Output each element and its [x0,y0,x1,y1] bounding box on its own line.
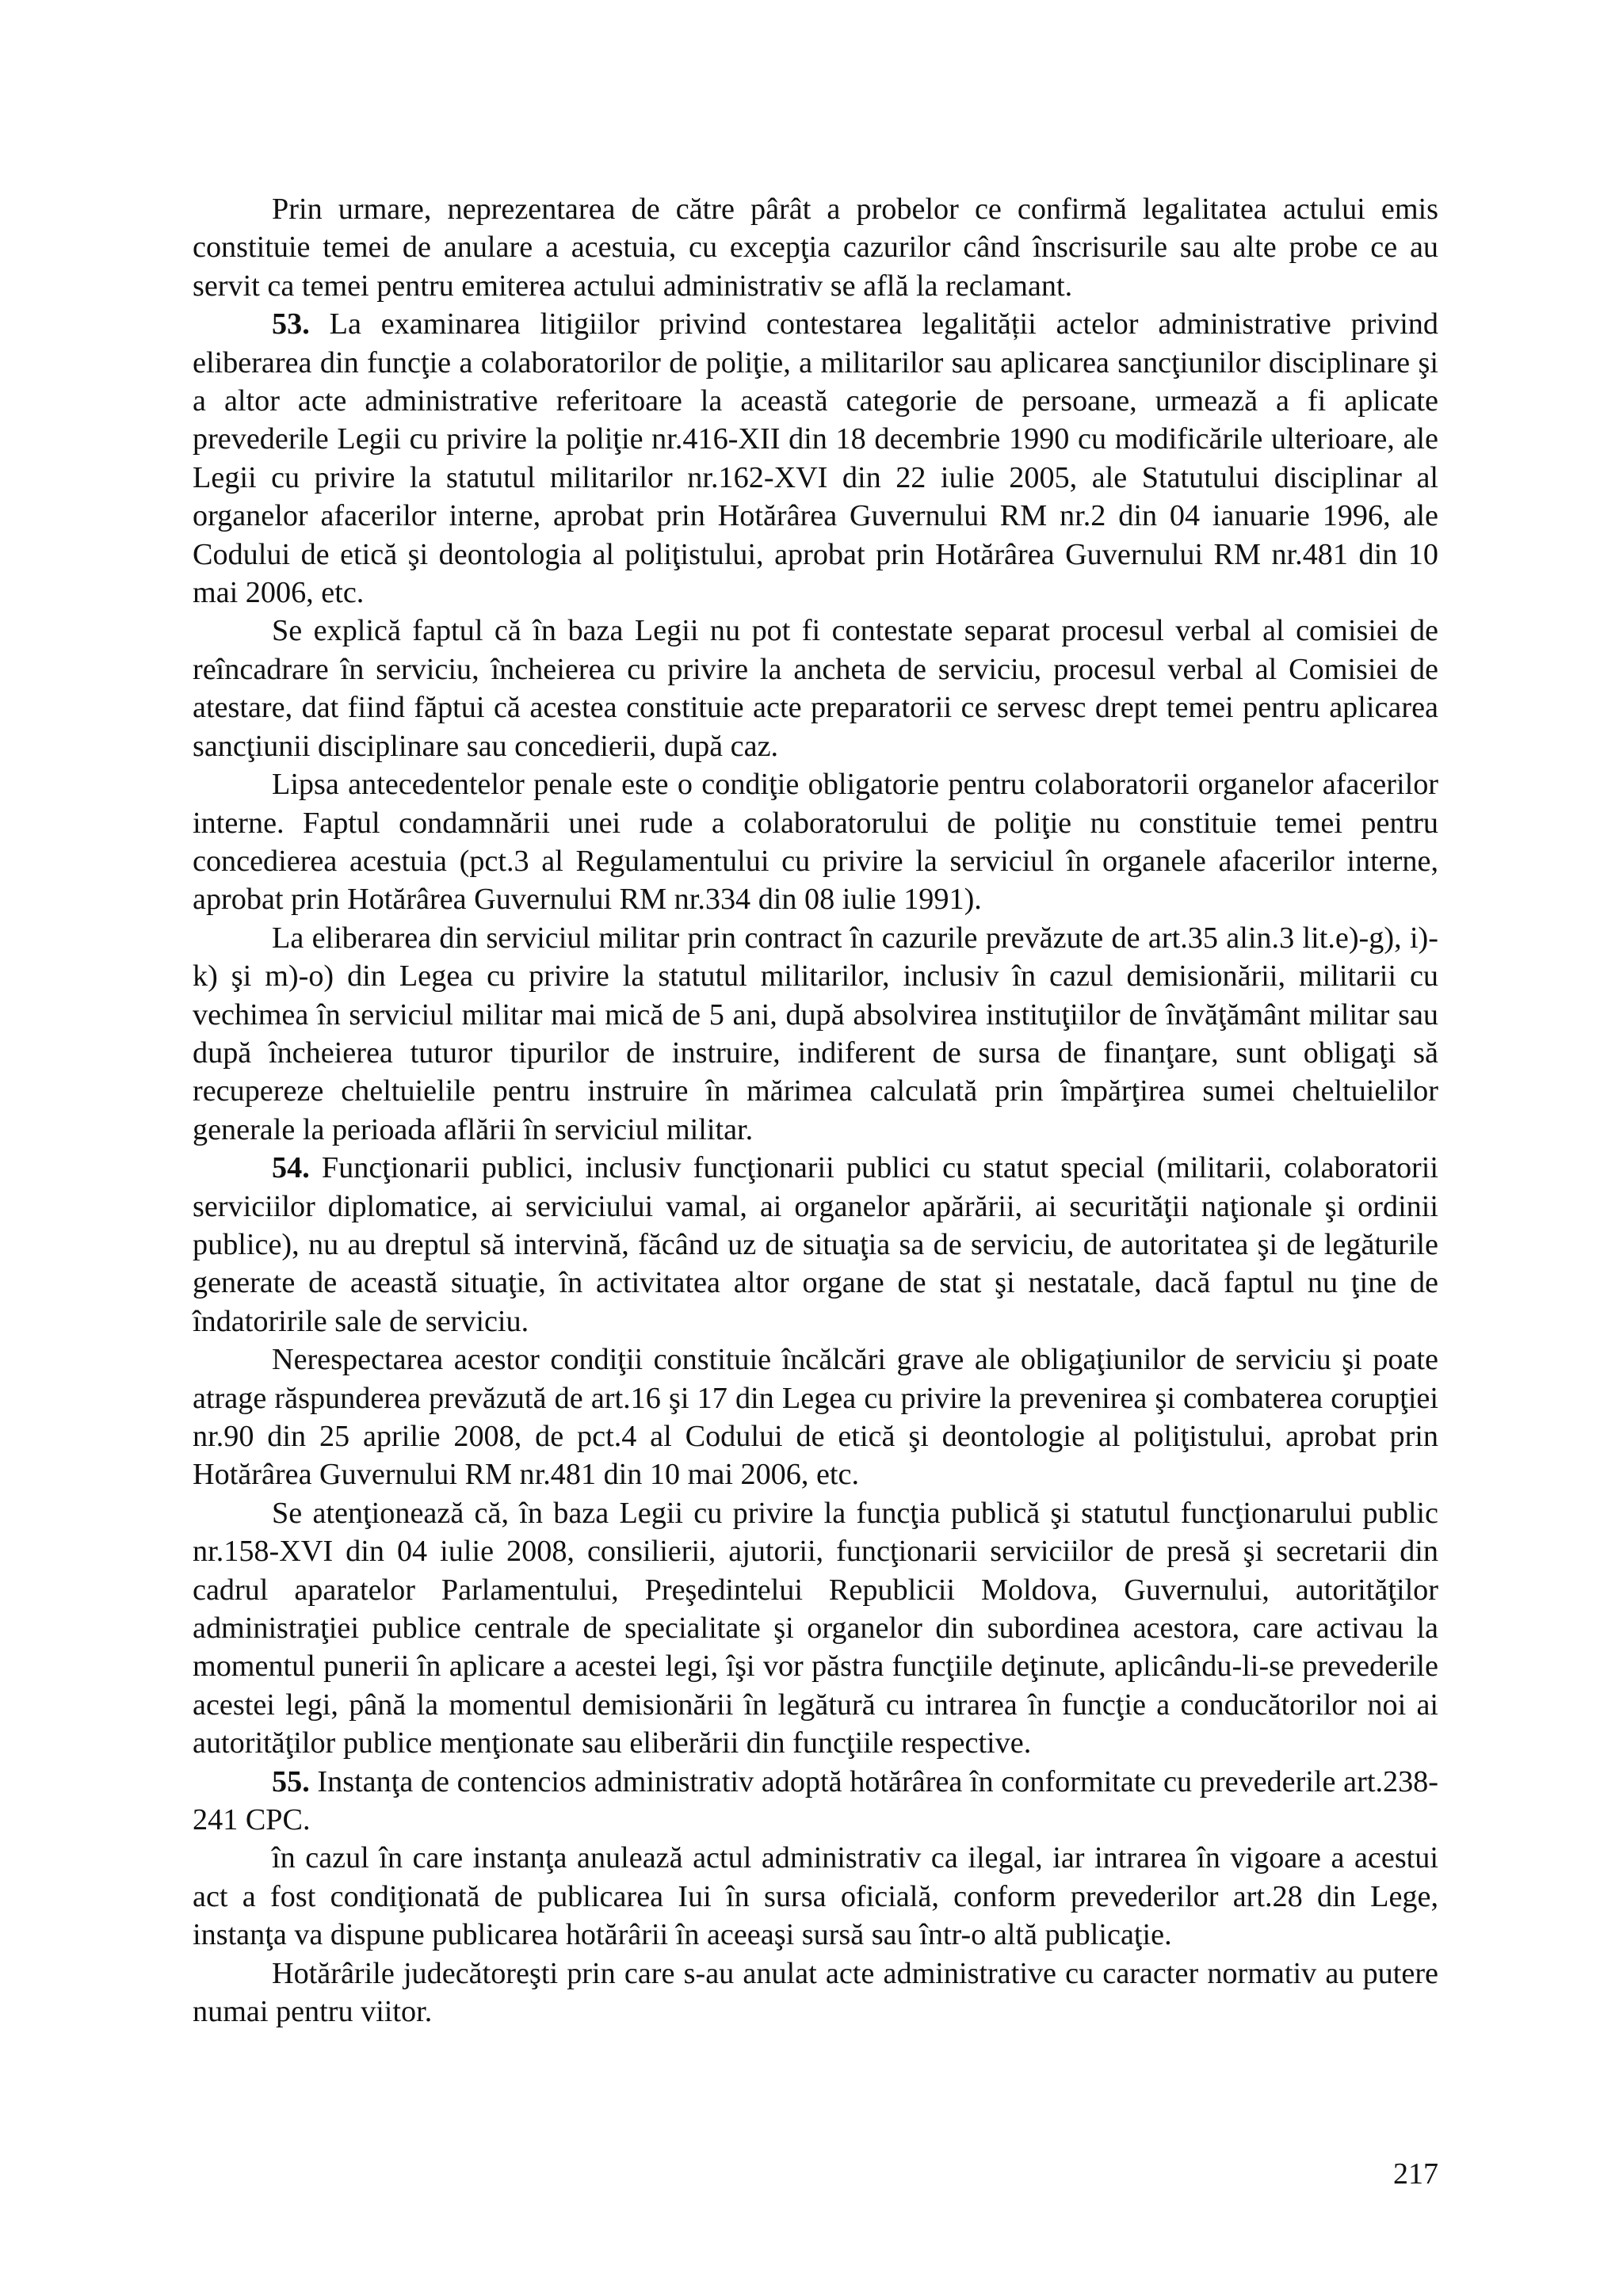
paragraph-10 [193,1839,1438,1954]
paragraph-53 [193,305,1438,612]
paragraph-5 [193,919,1438,1149]
paragraph-text: Se atenţionează că, în baza Legii cu privire la funcţia publică şi statutul funcţionarului public nr.158-XVI din 04 iulie 2008, consilierii, ajutorii, funcţionarii serviciilor de presă şi secretarii din cadrul aparatelor Parlamentului, Preşedintelui Republicii Moldova, Guvernului, autorităţilor administraţiei publice centrale de specialitate şi organelor din subordinea acestora, care activau la momentul punerii în aplicare a acestei legi, îşi vor păstra funcţiile deţinute, aplicându-li-se prevederile acestei legi, până la momentul demisionării în legătură cu intrarea în funcţie a conducătorilor noi ai autorităţilor publice menţionate sau eliberării din funcţiile respective. [193,1496,1438,1760]
paragraph-54 [193,1149,1438,1341]
paragraph-text: Funcţionarii publici, inclusiv funcţionarii publici cu statut special (militarii, colaboratorii serviciilor diplomatice, ai serviciului vamal, ai organelor apărării, ai securităţii naţionale şi ordinii publice), nu au dreptul să intervină, făcând uz de situaţia sa de serviciu, de autoritatea şi de legăturile generate de această situaţie, în activitatea altor organe de stat şi nestatale, dacă faptul nu ţine de îndatoririle sale de serviciu. [193,1151,1438,1338]
paragraph-text: Lipsa antecedentelor penale este o condiţie obligatorie pentru colaboratorii organelor afacerilor interne. Faptul condamnării unei rude a colaboratorului de poliţie nu constituie temei pentru concedierea acestuia (pct.3 al Regulamentului cu privire la serviciul în organele afacerilor interne, aprobat prin Hotărârea Guvernului RM nr.334 din 08 iulie 1991). [193,768,1438,917]
paragraph-text: Nerespectarea acestor condiţii constituie încălcări grave ale obligaţiunilor de serviciu şi poate atrage răspunderea prevăzută de art.16 şi 17 din Legea cu privire la prevenirea şi combaterea corupţiei nr.90 din 25 aprilie 2008, de pct.4 al Codului de etică şi deontologie al poliţistului, aprobat prin Hotărârea Guvernului RM nr.481 din 10 mai 2006, etc. [193,1343,1438,1492]
paragraph-text: La examinarea litigiilor privind contestarea legalității actelor administrative privind eliberarea din funcţie a colaboratorilor de poliţie, a militarilor sau aplicarea sancţiunilor disciplinare şi a altor acte administrative referitoare la această categorie de persoane, urmează a fi aplicate prevederile Legii cu privire la poliţie nr.416-XII din 18 decembrie 1990 cu modificările ulterioare, ale Legii cu privire la statutul militarilor nr.162-XVI din 22 iulie 2005, ale Statutului disciplinar al organelor afacerilor interne, aprobat prin Hotărârea Guvernului RM nr.2 din 04 ianuarie 1996, ale Codului de etică şi deontologia al poliţistului, aprobat prin Hotărârea Guvernului RM nr.481 din 10 mai 2006, etc. [193,307,1438,610]
paragraph-number: 54. [272,1151,310,1185]
page-number: 217 [1393,2157,1438,2191]
paragraph-number: 53. [272,307,310,341]
paragraph-text: La eliberarea din serviciul militar prin contract în cazurile prevăzute de art.35 alin.3 lit.e)-g), i)-k) şi m)-o) din Legea cu privire la statutul militarilor, inclusiv în cazul demisionării, militarii cu vechimea în serviciul militar mai mică de 5 ani, după absolvirea instituţiilor de învăţământ militar sau după încheierea tuturor tipurilor de instruire, indiferent de sursa de finanţare, sunt obligaţi să recupereze cheltuielile pentru instruire în mărimea calculată prin împărţirea sumei cheltuielilor generale la perioada aflării în serviciul militar. [193,921,1438,1146]
paragraph-text: în cazul în care instanţa anulează actul administrativ ca ilegal, iar intrarea în vigoare a acestui act a fost condiţionată de publicarea Iui în sursa oficială, conform prevederilor art.28 din Lege, instanţa va dispune publicarea hotărârii în aceeaşi sursă sau într-o altă publicaţie. [193,1841,1438,1952]
document-body [193,190,1438,2031]
paragraph-11 [193,1955,1438,2031]
paragraph-4 [193,765,1438,919]
paragraph-3 [193,612,1438,765]
paragraph-text: Instanţa de contencios administrativ adoptă hotărârea în conformitate cu prevederile art.238-241 CPC. [193,1764,1438,1837]
paragraph-text: Hotărârile judecătoreşti prin care s-au anulat acte administrative cu caracter normativ au putere numai pentru viitor. [193,1956,1438,2029]
paragraph-8 [193,1494,1438,1763]
paragraph-text: Prin urmare, neprezentarea de către pârât a probelor ce confirmă legalitatea actului emis constituie temei de anulare a acestuia, cu excepţia cazurilor când înscrisurile sau alte probe ce au servit ca temei pentru emiterea actului administrativ se află la reclamant. [193,193,1438,303]
paragraph-number: 55. [272,1764,310,1798]
paragraph-1 [193,190,1438,305]
paragraph-55 [193,1763,1438,1840]
paragraph-text: Se explică faptul că în baza Legii nu pot fi contestate separat procesul verbal al comisiei de reîncadrare în serviciu, încheierea cu privire la ancheta de serviciu, procesul verbal al Comisiei de atestare, dat fiind făptui că acestea constituie acte preparatorii ce servesc drept temei pentru aplicarea sancţiunii disciplinare sau concedierii, după caz. [193,614,1438,763]
paragraph-7 [193,1341,1438,1494]
